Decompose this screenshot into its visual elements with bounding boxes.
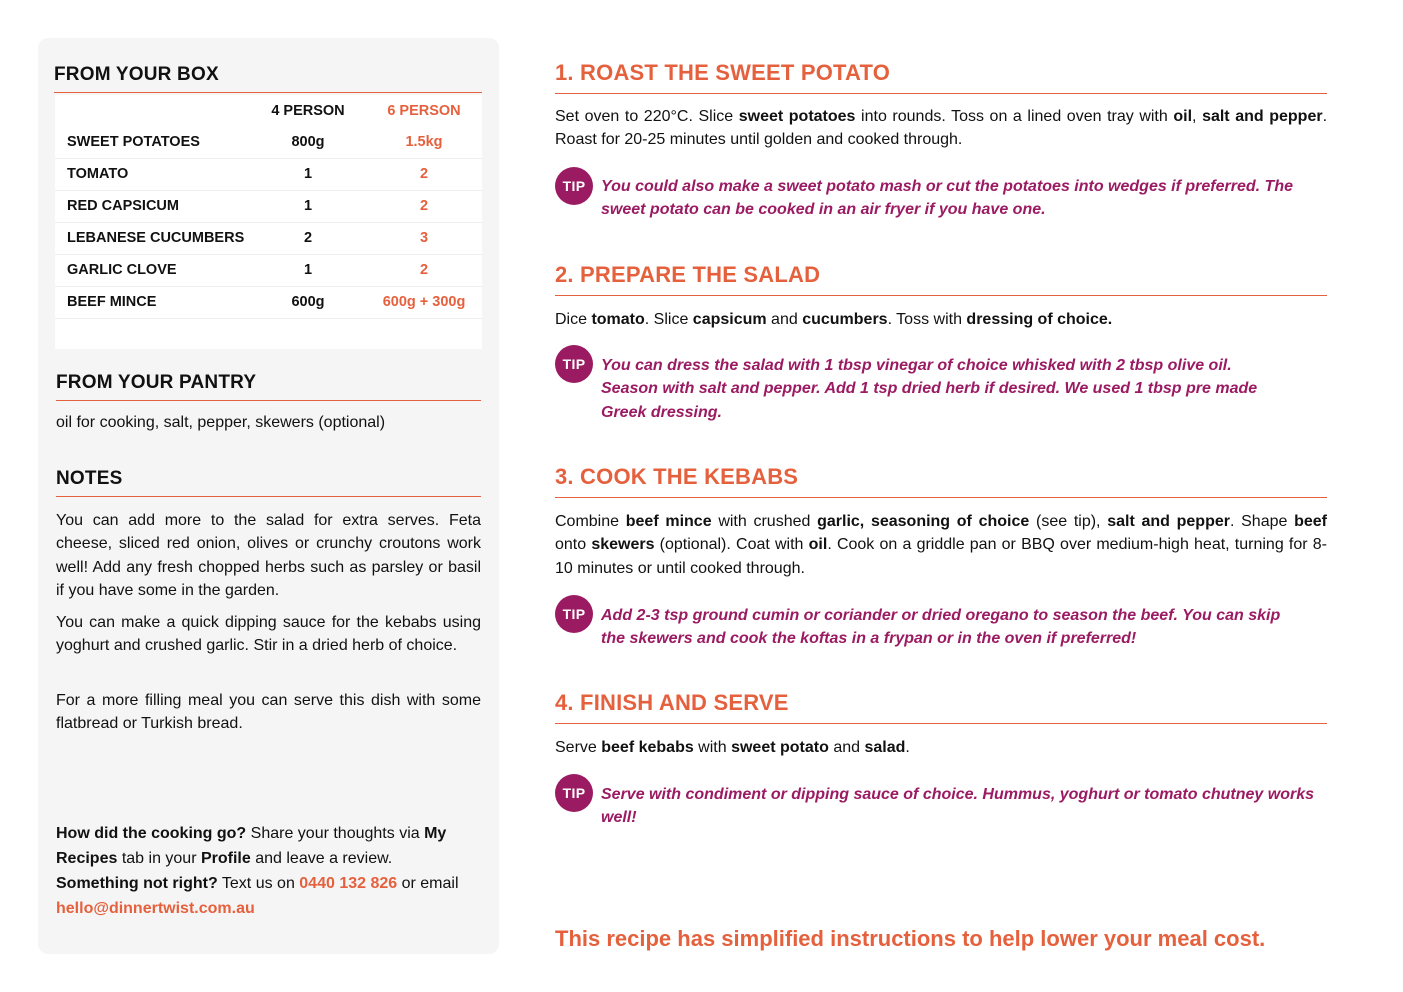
bold-ingredient: salt and pepper bbox=[1107, 513, 1230, 530]
step-1-rule bbox=[555, 93, 1327, 94]
support-question: Something not right? bbox=[56, 875, 218, 892]
qty-four: 800g bbox=[291, 134, 325, 150]
qty-six: 600g + 300g bbox=[382, 294, 466, 310]
feedback-text-part: tab in your bbox=[117, 850, 201, 867]
feedback-text-part: Share your thoughts via bbox=[246, 825, 425, 842]
step-3-tip: Add 2-3 tsp ground cumin or coriander or dried oregano to season the beef. You can skip the skewers and cook the koftas in a frypan or in the oven if preferred! bbox=[601, 607, 1281, 648]
step-2-rule bbox=[555, 295, 1327, 296]
step-1-body: Set oven to 220°C. Slice sweet potatoes into rounds. Toss on a lined oven tray with oil, salt and pepper. Roast for 20-25 minutes until golden and cooked through. bbox=[555, 108, 1328, 149]
table-row bbox=[55, 287, 482, 319]
support-text-part: Text us on bbox=[217, 875, 300, 892]
bold-ingredient: sweet potatoes bbox=[738, 108, 856, 125]
step-3-body: Combine beef mince with crushed garlic, seasoning of choice (see tip), salt and pepper. Shape beef onto skewers (optional). Coat with oil. Cook on a griddle pan or BBQ over medium-high heat, turning for 8-10 minutes or until cooked through. bbox=[555, 513, 1328, 577]
step-3-rule bbox=[555, 497, 1327, 498]
bold-ingredient: oil bbox=[1173, 108, 1193, 125]
table-row bbox=[55, 223, 482, 255]
ingredient-name: SWEET POTATOES bbox=[67, 134, 200, 150]
col-six-person: 6 PERSON bbox=[387, 103, 461, 119]
ingredient-name: RED CAPSICUM bbox=[67, 198, 179, 214]
bold-ingredient: beef kebabs bbox=[601, 739, 694, 756]
pantry-title: FROM YOUR PANTRY bbox=[56, 372, 257, 393]
tip-badge: TIP bbox=[555, 345, 593, 383]
bold-ingredient: cucumbers bbox=[802, 311, 888, 328]
feedback-question: How did the cooking go? bbox=[56, 825, 247, 842]
step-4-title: 4. FINISH AND SERVE bbox=[555, 690, 789, 715]
col-four-person: 4 PERSON bbox=[271, 103, 345, 119]
qty-four: 1 bbox=[303, 198, 313, 214]
table-row bbox=[55, 191, 482, 223]
feedback-text-part: and leave a review. bbox=[250, 850, 393, 867]
notes-rule bbox=[56, 496, 481, 497]
bold-ingredient: salt and pepper bbox=[1202, 108, 1323, 125]
ingredient-name: BEEF MINCE bbox=[67, 294, 157, 310]
from-box-title: FROM YOUR BOX bbox=[54, 64, 219, 85]
note-paragraph: You can make a quick dipping sauce for the kebabs using yoghurt and crushed garlic. Stir in a dried herb of choice. bbox=[56, 614, 481, 655]
tip-badge: TIP bbox=[555, 167, 593, 205]
ingredients-table bbox=[55, 95, 482, 349]
bold-ingredient: garlic, seasoning of choice bbox=[817, 513, 1030, 530]
step-2-body: Dice tomato. Slice capsicum and cucumbers. Toss with dressing of choice. bbox=[555, 311, 1113, 328]
phone-link[interactable]: 0440 132 826 bbox=[299, 875, 398, 892]
qty-four: 2 bbox=[303, 230, 313, 246]
ingredient-name: TOMATO bbox=[67, 166, 129, 182]
left-panel bbox=[38, 38, 499, 954]
my-recipes-label: My Recipes bbox=[56, 825, 447, 867]
pantry-text: oil for cooking, salt, pepper, skewers (optional) bbox=[56, 414, 386, 431]
step-4-tip: Serve with condiment or dipping sauce of choice. Hummus, yoghurt or tomato chutney works well! bbox=[601, 786, 1314, 827]
qty-four: 1 bbox=[303, 166, 313, 182]
table-row bbox=[55, 159, 482, 191]
pantry-rule bbox=[56, 400, 481, 401]
tip-badge: TIP bbox=[555, 774, 593, 812]
qty-six: 2 bbox=[419, 198, 429, 214]
profile-label: Profile bbox=[200, 850, 251, 867]
table-row bbox=[55, 127, 482, 159]
qty-four: 600g bbox=[291, 294, 325, 310]
notes-title: NOTES bbox=[56, 468, 123, 489]
email-link[interactable]: hello@dinnertwist.com.au bbox=[56, 900, 255, 917]
bold-ingredient: beef bbox=[1294, 513, 1328, 530]
qty-six: 2 bbox=[419, 166, 429, 182]
step-1-title: 1. ROAST THE SWEET POTATO bbox=[555, 60, 891, 85]
bold-ingredient: sweet potato bbox=[731, 739, 829, 756]
support-text-part: or email bbox=[397, 875, 459, 892]
note-paragraph: You can add more to the salad for extra serves. Feta cheese, sliced red onion, olives or crunchy croutons work well! Add any fresh chopped herbs such as parsley or basil if you have some in the garden. bbox=[56, 512, 481, 599]
from-box-rule bbox=[54, 92, 482, 93]
step-3-title: 3. COOK THE KEBABS bbox=[555, 464, 799, 489]
step-4-rule bbox=[555, 723, 1327, 724]
qty-four: 1 bbox=[303, 262, 313, 278]
step-2-title: 2. PREPARE THE SALAD bbox=[555, 262, 821, 287]
step-1-tip: You could also make a sweet potato mash or cut the potatoes into wedges if preferred. The sweet potato can be cooked in an air fryer if you have one. bbox=[601, 178, 1293, 219]
step-4-body: Serve beef kebabs with sweet potato and salad. bbox=[555, 739, 910, 756]
qty-six: 1.5kg bbox=[405, 134, 443, 150]
bold-ingredient: tomato bbox=[591, 311, 645, 328]
ingredient-name: LEBANESE CUCUMBERS bbox=[67, 230, 245, 246]
note-paragraph: For a more filling meal you can serve this dish with some flatbread or Turkish bread. bbox=[56, 692, 481, 733]
bold-ingredient: beef mince bbox=[625, 513, 712, 530]
step-2-tip: You can dress the salad with 1 tbsp vinegar of choice whisked with 2 tbsp olive oil. Season with salt and pepper. Add 1 tsp dried herb if desired. We used 1 tbsp pre made Greek dressing. bbox=[601, 357, 1258, 421]
ingredient-name: GARLIC CLOVE bbox=[67, 262, 177, 278]
simplified-recipe-note: This recipe has simplified instructions to help lower your meal cost. bbox=[555, 926, 1266, 951]
qty-six: 2 bbox=[419, 262, 429, 278]
table-row bbox=[55, 255, 482, 287]
tip-badge: TIP bbox=[555, 595, 593, 633]
bold-ingredient: capsicum bbox=[692, 311, 767, 328]
bold-ingredient: dressing of choice. bbox=[966, 311, 1113, 328]
bold-ingredient: oil bbox=[808, 536, 828, 554]
bold-ingredient: skewers bbox=[591, 536, 655, 554]
qty-six: 3 bbox=[419, 230, 429, 246]
bold-ingredient: salad bbox=[864, 739, 906, 756]
feedback-text bbox=[56, 821, 486, 921]
